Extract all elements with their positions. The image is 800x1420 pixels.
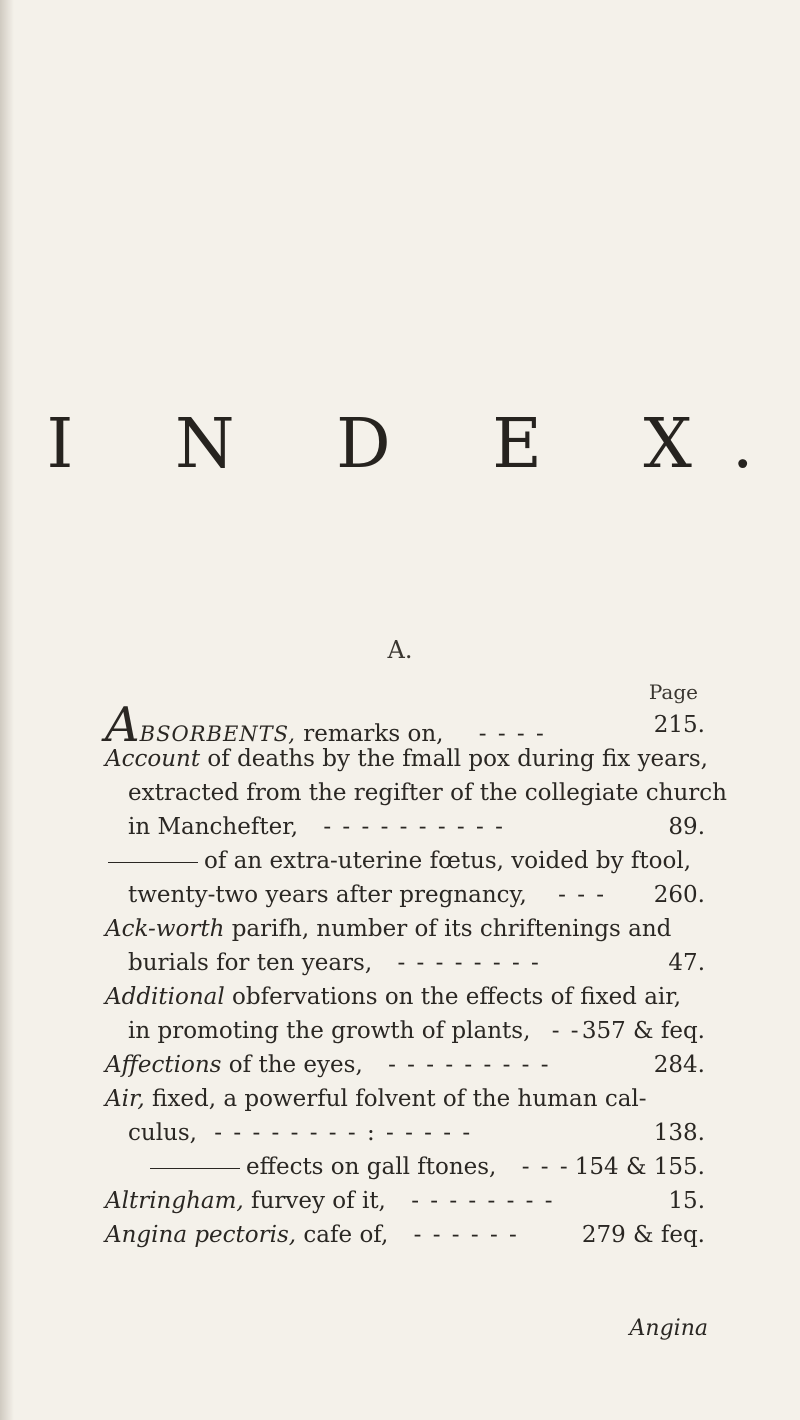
index-entry-continuation <box>128 778 727 808</box>
entry-text: extracted from the regifter of the collegiate church <box>128 780 727 806</box>
entry-page-number: 260. <box>653 882 705 908</box>
repeat-dash <box>150 1168 240 1169</box>
index-entry-additional <box>105 982 681 1012</box>
index-entry-subentry <box>150 1152 570 1182</box>
index-entry-account <box>105 744 708 774</box>
entry-text: cafe of, <box>296 1222 389 1248</box>
entry-text: in promoting the growth of plants, <box>128 1018 531 1044</box>
entry-page-number: 15. <box>668 1188 705 1214</box>
entry-head: Angina pectoris, <box>105 1222 297 1248</box>
index-entry-affections <box>105 1050 551 1080</box>
entry-text: furvey of it, <box>243 1188 386 1214</box>
index-entry-continuation <box>128 1016 581 1046</box>
dot-leader: - - - - - - - - <box>411 1188 555 1214</box>
index-entry-altringham <box>105 1186 555 1216</box>
dot-leader: - - <box>551 1018 581 1044</box>
entry-page-number: 47. <box>668 950 705 976</box>
section-letter: A. <box>387 636 413 664</box>
entry-text: obfervations on the effects of fixed air, <box>224 984 682 1010</box>
drop-cap: A <box>105 697 140 753</box>
entry-page-number: 154 & 155. <box>574 1154 705 1180</box>
dot-leader: - - - - - - <box>413 1222 519 1248</box>
index-entry-continuation <box>128 812 505 842</box>
entry-text: in Manchefter, <box>128 814 299 840</box>
entry-page-number: 215. <box>653 712 705 738</box>
entry-page-number: 357 & feq. <box>581 1018 705 1044</box>
dot-leader: - - - - - - - - - - <box>323 814 505 840</box>
dot-leader: - - - - - - - - <box>397 950 541 976</box>
index-entry-ackworth <box>105 914 671 944</box>
repeat-dash <box>108 862 198 863</box>
entry-text: fixed, a powerful folvent of the human cal- <box>144 1086 647 1112</box>
index-entry-continuation <box>128 948 541 978</box>
entry-head: Account <box>105 746 201 772</box>
entry-text: parifh, number of its chriftenings and <box>224 916 672 942</box>
page-edge-shadow <box>0 0 14 1420</box>
page-column-heading: Page <box>648 680 698 704</box>
entry-page-number: 284. <box>653 1052 705 1078</box>
entry-text: remarks on, <box>295 721 444 747</box>
entry-text: of the eyes, <box>221 1052 363 1078</box>
dot-leader: - - - - - - - - - <box>388 1052 551 1078</box>
entry-text: culus, <box>128 1120 197 1146</box>
index-entry-continuation <box>128 880 606 910</box>
dot-leader: - - - <box>521 1154 570 1180</box>
index-entry-subentry <box>108 846 691 876</box>
dot-leader: - - - - <box>478 721 546 747</box>
entry-page-number: 279 & feq. <box>581 1222 705 1248</box>
entry-text: twenty-two years after pregnancy, <box>128 882 527 908</box>
index-entry-angina <box>105 1220 519 1250</box>
index-entry-continuation <box>128 1118 472 1148</box>
entry-head: Air, <box>105 1086 145 1112</box>
dot-leader: - - - - - - - - : - - - - - <box>214 1120 473 1146</box>
entry-page-number: 89. <box>668 814 705 840</box>
entry-head: Altringham, <box>105 1188 244 1214</box>
entry-text: of deaths by the fmall pox during fix years, <box>200 746 708 772</box>
entry-page-number: 138. <box>653 1120 705 1146</box>
entry-text: of an extra-uterine fœtus, voided by ftool, <box>204 848 692 874</box>
index-title: I N D E X. <box>46 405 794 484</box>
entry-head: Additional <box>105 984 225 1010</box>
entry-head: Affections <box>105 1052 222 1078</box>
catchword: Angina <box>629 1316 708 1341</box>
entry-text: effects on gall ftones, <box>246 1154 497 1180</box>
dot-leader: - - - <box>558 882 607 908</box>
entry-head: BSORBENTS, <box>139 722 296 746</box>
entry-text: burials for ten years, <box>128 950 373 976</box>
entry-head: Ack-worth <box>105 916 225 942</box>
index-entry-air <box>105 1084 647 1114</box>
